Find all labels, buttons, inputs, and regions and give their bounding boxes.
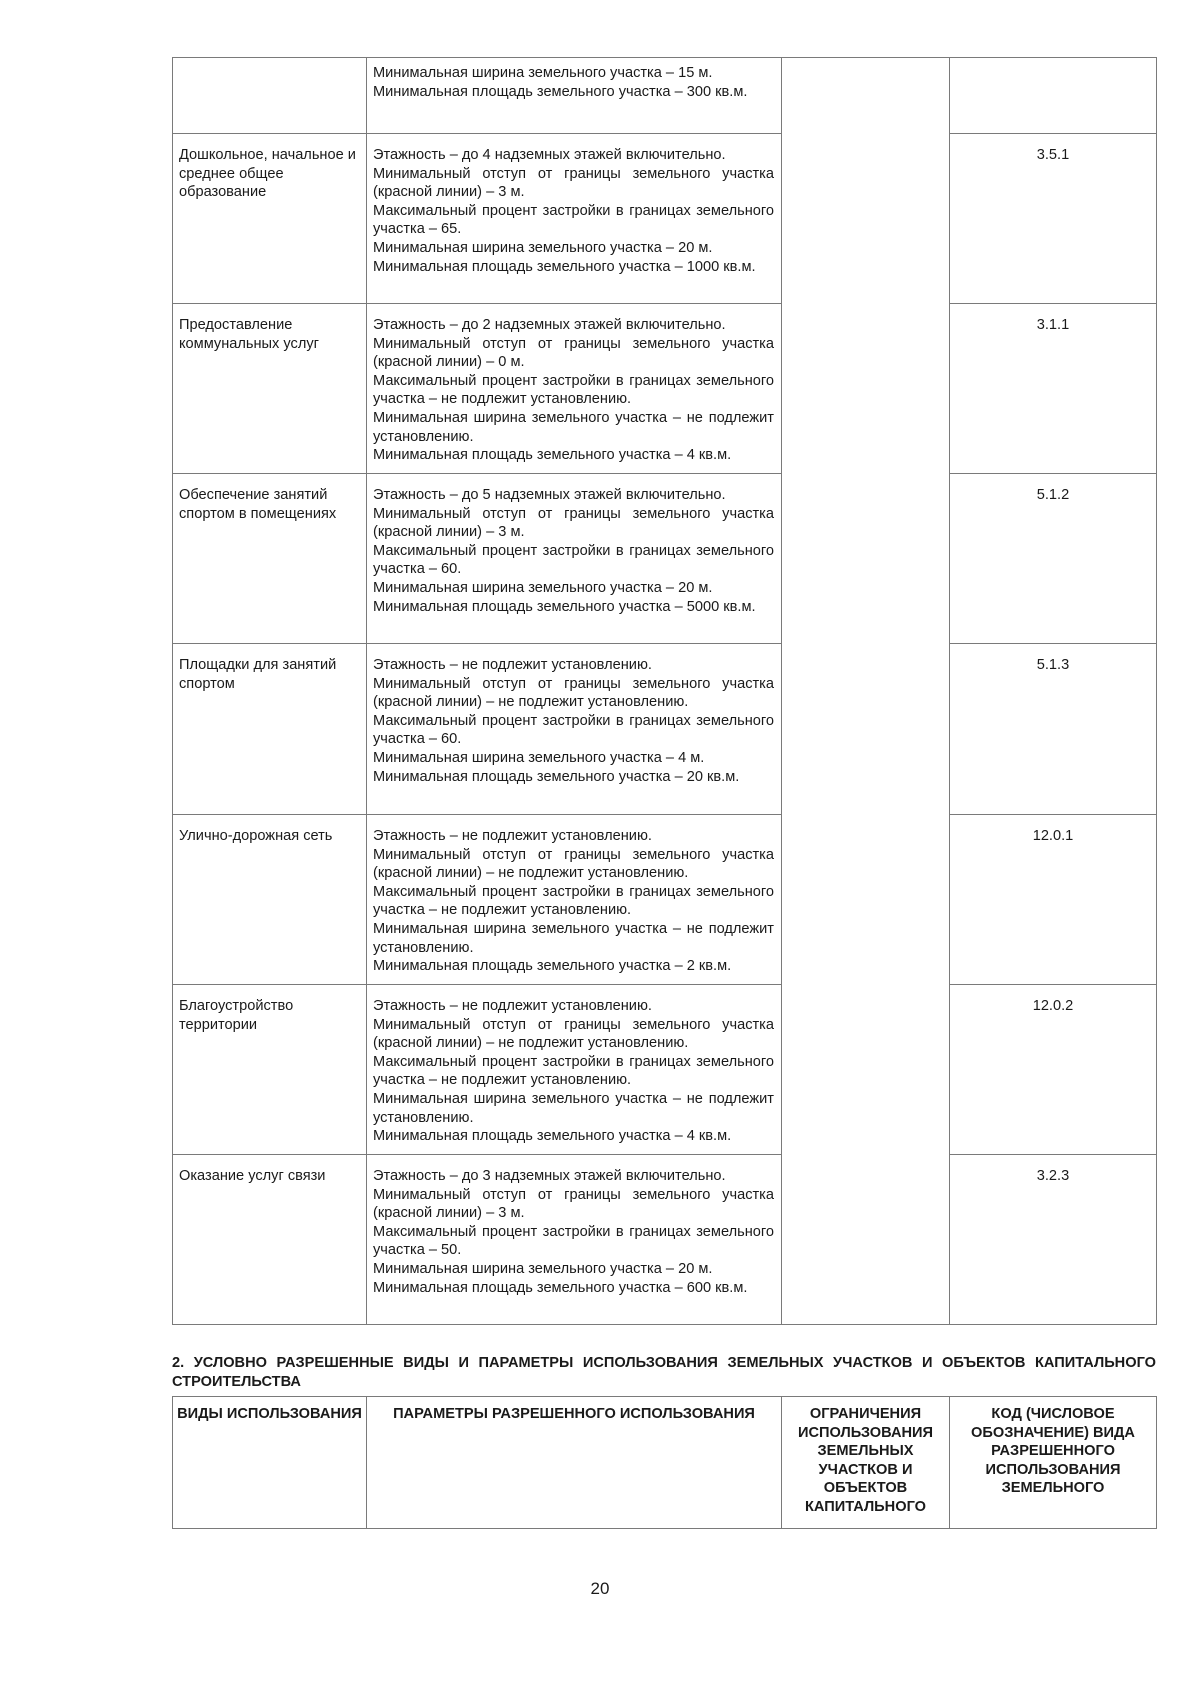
param-line: Минимальная ширина земельного участка – не подлежит установлению. (373, 409, 774, 445)
table-row (173, 985, 1157, 1155)
use-name-cell: Улично-дорожная сеть (173, 815, 367, 985)
params-cell (367, 1155, 782, 1325)
param-line: Максимальный процент застройки в границах земельного участка – не подлежит установлению. (373, 372, 774, 408)
page-number: 20 (590, 1579, 610, 1598)
params-cell (367, 134, 782, 304)
param-line: Минимальный отступ от границы земельного участка (красной линии) – 0 м. (373, 335, 774, 371)
param-line: Этажность – до 3 надземных этажей включительно. (373, 1168, 726, 1184)
params-cell (367, 58, 782, 134)
params-cell (367, 644, 782, 815)
table-row (173, 644, 1157, 815)
use-name-cell: Предоставление коммунальных услуг (173, 304, 367, 474)
param-line: Максимальный процент застройки в границах земельного участка – не подлежит установлению. (373, 1053, 774, 1089)
param-line: Минимальная ширина земельного участка – 15 м. (373, 65, 713, 81)
param-line: Этажность – до 4 надземных этажей включительно. (373, 147, 726, 163)
param-line: Минимальная ширина земельного участка – не подлежит установлению. (373, 920, 774, 956)
column-header-params: ПАРАМЕТРЫ РАЗРЕШЕННОГО ИСПОЛЬЗОВАНИЯ (367, 1397, 782, 1529)
param-line: Максимальный процент застройки в границах земельного участка – 60. (373, 712, 774, 748)
code-cell: 3.5.1 (950, 134, 1157, 304)
code-cell: 5.1.2 (950, 474, 1157, 644)
use-name-cell: Благоустройство территории (173, 985, 367, 1155)
column-header-code: КОД (ЧИСЛОВОЕ ОБОЗНАЧЕНИЕ) ВИДА РАЗРЕШЕННОГО ИСПОЛЬЗОВАНИЯ ЗЕМЕЛЬНОГО (950, 1397, 1157, 1529)
param-line: Минимальная площадь земельного участка – 4 кв.м. (373, 447, 732, 464)
use-name-cell: Площадки для занятий спортом (173, 644, 367, 815)
use-name-cell (173, 58, 367, 134)
section-2-heading: 2. УСЛОВНО РАЗРЕШЕННЫЕ ВИДЫ И ПАРАМЕТРЫ ИСПОЛЬЗОВАНИЯ ЗЕМЕЛЬНЫХ УЧАСТКОВ И ОБЪЕКТОВ КАПИТАЛЬНОГО СТРОИТЕЛЬСТВА (172, 1355, 1156, 1390)
param-line: Минимальная площадь земельного участка – 4 кв.м. (373, 1128, 732, 1145)
params-cell (367, 474, 782, 644)
param-line: Минимальный отступ от границы земельного участка (красной линии) – 3 м. (373, 1186, 774, 1222)
table-row (173, 1155, 1157, 1325)
param-line: Минимальный отступ от границы земельного участка (красной линии) – не подлежит установлению. (373, 675, 774, 711)
column-header-restrictions: ОГРАНИЧЕНИЯ ИСПОЛЬЗОВАНИЯ ЗЕМЕЛЬНЫХ УЧАСТКОВ И ОБЪЕКТОВ КАПИТАЛЬНОГО (782, 1397, 950, 1529)
param-line: Минимальная ширина земельного участка – 20 м. (373, 579, 713, 596)
table-row (173, 134, 1157, 304)
params-cell (367, 815, 782, 985)
param-line: Минимальная площадь земельного участка – 300 кв.м. (373, 83, 748, 100)
param-line: Минимальная площадь земельного участка – 600 кв.м. (373, 1279, 748, 1296)
code-cell (950, 58, 1157, 134)
table-row (173, 58, 1157, 134)
param-line: Минимальная ширина земельного участка – 20 м. (373, 239, 713, 256)
param-line: Этажность – не подлежит установлению. (373, 657, 652, 673)
code-cell: 5.1.3 (950, 644, 1157, 815)
table-header-row (173, 1397, 1157, 1529)
param-line: Максимальный процент застройки в границах земельного участка – 60. (373, 542, 774, 578)
params-cell (367, 304, 782, 474)
use-name-cell: Дошкольное, начальное и среднее общее образование (173, 134, 367, 304)
param-line: Минимальная площадь земельного участка – 5000 кв.м. (373, 598, 756, 615)
column-header-uses: ВИДЫ ИСПОЛЬЗОВАНИЯ (173, 1397, 367, 1529)
param-line: Минимальный отступ от границы земельного участка (красной линии) – 3 м. (373, 165, 774, 201)
param-line: Этажность – до 2 надземных этажей включительно. (373, 317, 726, 333)
use-name-cell: Обеспечение занятий спортом в помещениях (173, 474, 367, 644)
conditional-uses-table (172, 1396, 1157, 1529)
params-cell (367, 985, 782, 1155)
table-row (173, 304, 1157, 474)
code-cell: 3.2.3 (950, 1155, 1157, 1325)
use-name-cell: Оказание услуг связи (173, 1155, 367, 1325)
param-line: Максимальный процент застройки в границах земельного участка – 65. (373, 202, 774, 238)
permitted-uses-table (172, 57, 1157, 1325)
param-line: Минимальная ширина земельного участка – 4 м. (373, 749, 705, 766)
param-line: Максимальный процент застройки в границах земельного участка – 50. (373, 1223, 774, 1259)
table-row (173, 474, 1157, 644)
param-line: Минимальная ширина земельного участка – не подлежит установлению. (373, 1090, 774, 1126)
table-row (173, 815, 1157, 985)
param-line: Минимальная ширина земельного участка – 20 м. (373, 1260, 713, 1277)
param-line: Этажность – до 5 надземных этажей включительно. (373, 487, 726, 503)
param-line: Минимальная площадь земельного участка – 2 кв.м. (373, 958, 732, 975)
param-line: Минимальный отступ от границы земельного участка (красной линии) – 3 м. (373, 505, 774, 541)
param-line: Этажность – не подлежит установлению. (373, 998, 652, 1014)
code-cell: 3.1.1 (950, 304, 1157, 474)
param-line: Минимальная площадь земельного участка – 20 кв.м. (373, 768, 740, 785)
param-line: Минимальный отступ от границы земельного участка (красной линии) – не подлежит установлению. (373, 1016, 774, 1052)
code-cell: 12.0.1 (950, 815, 1157, 985)
code-cell: 12.0.2 (950, 985, 1157, 1155)
param-line: Минимальная площадь земельного участка – 1000 кв.м. (373, 258, 756, 275)
param-line: Максимальный процент застройки в границах земельного участка – не подлежит установлению. (373, 883, 774, 919)
param-line: Этажность – не подлежит установлению. (373, 828, 652, 844)
restrictions-cell (782, 58, 950, 1325)
param-line: Минимальный отступ от границы земельного участка (красной линии) – не подлежит установлению. (373, 846, 774, 882)
permitted-uses-table-body (173, 58, 1157, 1325)
